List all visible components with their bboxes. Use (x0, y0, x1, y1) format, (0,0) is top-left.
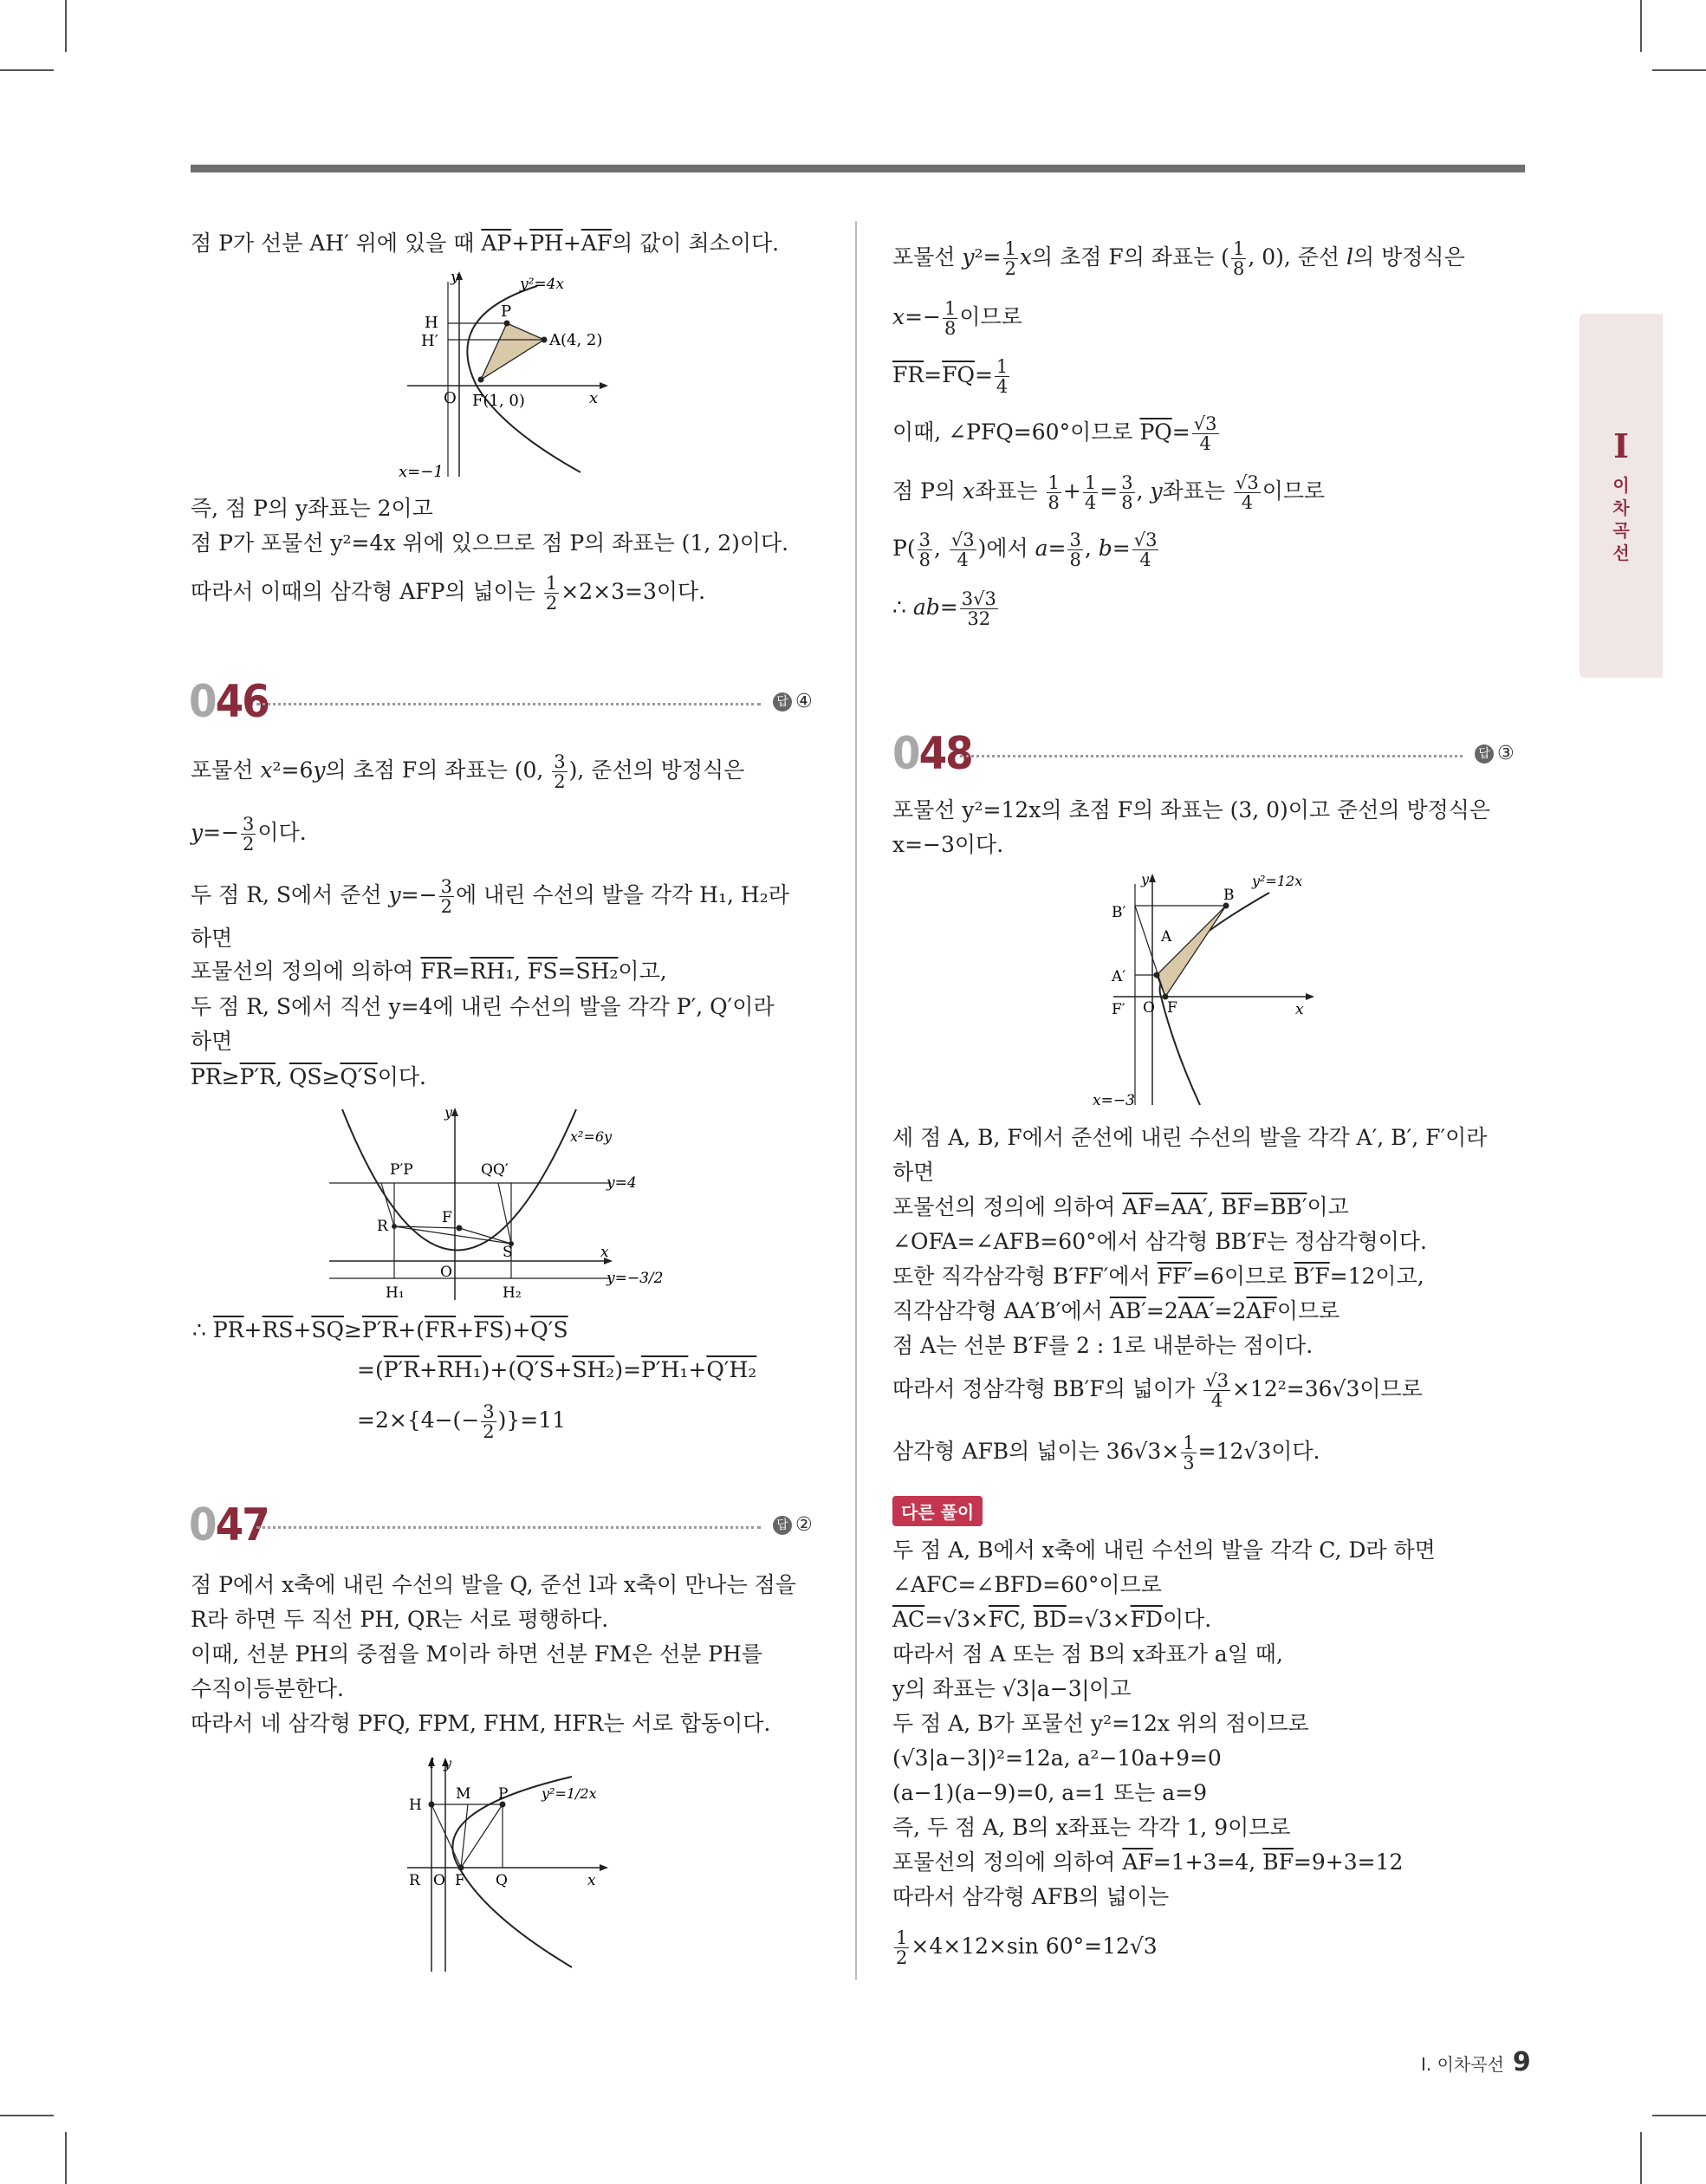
chapter-side-tab[interactable] (1580, 314, 1663, 678)
leader-dots (960, 755, 1463, 757)
svg-text:H: H (425, 314, 438, 332)
text-line: ∴ $\overline{PR}+\overline{RS}+\overline{SQ}\ge P'R+(\overline{FR}+\overline{FS})+Q'S$ (192, 1317, 568, 1342)
text-line: y의 좌표는 √3|a−3|이고 (892, 1676, 1132, 1701)
svg-text:y=4: y=4 (607, 1174, 637, 1192)
svg-text:x=−3: x=−3 (1093, 1092, 1135, 1109)
text-line: 이때, 선분 PH의 중점을 M이라 하면 선분 FM은 선분 PH를 (191, 1641, 762, 1667)
svg-text:x: x (1295, 1001, 1304, 1018)
chapter-roman-numeral: I (1613, 426, 1629, 465)
svg-text:F: F (442, 1209, 452, 1226)
crop-mark (0, 2115, 54, 2116)
text-line: 또한 직각삼각형 B′FF′에서 FF′=6이므로 B′F=12이고, (892, 1264, 1424, 1289)
text-line: R라 하면 두 직선 PH, QR는 서로 평행하다. (191, 1607, 609, 1632)
svg-text:R: R (377, 1218, 388, 1235)
text-line: 포물선의 정의에 의하여 $\overline{AF}=AA'$, $\overline{BF}=BB'$이고 (892, 1194, 1349, 1219)
crop-mark (65, 0, 67, 52)
svg-text:S: S (503, 1244, 513, 1261)
text-line: $\overline{FR}=\overline{FQ}=$ $\frac{1}{4}$ (892, 356, 1009, 397)
text-line: 두 점 R, S에서 준선 y=− $\frac{3}{2}$ 에 내린 수선의 발을 각각 H₁, H₂라 (191, 876, 789, 917)
text-line: $\overline{AC}=√3\times\overline{FC}$, $\overline{BD}=√3\times\overline{FD}$이다. (892, 1607, 1212, 1632)
svg-text:y=−3/2: y=−3/2 (607, 1270, 664, 1287)
answer-046: 답 ④ (773, 691, 813, 712)
svg-text:F′: F′ (1112, 1001, 1125, 1018)
text-line: (√3|a−3|)²=12a, a²−10a+9=0 (892, 1745, 1222, 1771)
text-line: $\frac{1}{2}$ ×4×12×sin 60°=12√3 (896, 1927, 1158, 1968)
text-line: $\overline{PR}\ge P'R$, $\overline{QS}\ge Q'S$이다. (191, 1064, 426, 1089)
svg-text:F(1, 0): F(1, 0) (472, 392, 525, 410)
text-line: 포물선 y²= $\frac{1}{2}$ x의 초점 F의 좌표는 ( $\frac{1}{8}$ , 0), 준선 l의 방정식은 (892, 238, 1465, 279)
text-line: 하면 (191, 926, 233, 951)
header-rule (191, 165, 1525, 172)
text-line: 따라서 이때의 삼각형 AFP의 넓이는 $\frac{1}{2}$ ×2×3=3이다. (191, 573, 706, 614)
text-line: 따라서 네 삼각형 PFQ, FPM, FHM, HFR는 서로 합동이다. (191, 1711, 771, 1736)
text-line: 따라서 삼각형 AFB의 넓이는 (892, 1884, 1170, 1909)
svg-text:O: O (1143, 999, 1155, 1017)
text-line: x=− $\frac{1}{8}$ 이므로 (892, 298, 1022, 339)
text-line: (a−1)(a−9)=0, a=1 또는 a=9 (892, 1780, 1207, 1805)
figure-047 (399, 1751, 632, 1976)
svg-text:x²=6y: x²=6y (570, 1128, 613, 1145)
svg-text:M: M (456, 1785, 471, 1803)
svg-text:QQ′: QQ′ (481, 1161, 509, 1179)
leader-dots (256, 1526, 761, 1529)
svg-text:A: A (1161, 928, 1172, 946)
crop-mark (1652, 2115, 1706, 2116)
svg-text:O: O (440, 1264, 452, 1281)
problem-number-046: 046 (189, 676, 269, 728)
figure-046 (325, 1105, 689, 1317)
svg-text:O: O (433, 1872, 445, 1889)
svg-text:A′: A′ (1112, 968, 1126, 985)
text-line: x=−3이다. (892, 832, 1004, 857)
text-line: 이때, ∠PFQ=60°이므로 $\overline{PQ}=$ $\frac{√3}{4}$ (892, 413, 1217, 454)
text-line: 포물선 x²=6y의 초점 F의 좌표는 (0, $\frac{3}{2}$ ), 준선의 방정식은 (191, 751, 745, 792)
text-line: 두 점 R, S에서 직선 y=4에 내린 수선의 발을 각각 P′, Q′이라 (191, 994, 775, 1019)
text-line: 두 점 A, B가 포물선 y²=12x 위의 점이므로 (892, 1711, 1309, 1736)
svg-text:x: x (589, 389, 599, 407)
svg-text:A(4, 2): A(4, 2) (549, 331, 603, 349)
text-line: 점 P가 선분 AH′ 위에 있을 때 $\overline{AP}+\overline{PH}+\overline{AF}$의 값이 최소이다. (191, 231, 780, 256)
svg-text:y²=4x: y²=4x (520, 276, 565, 293)
answer-048: 답 ③ (1475, 743, 1515, 764)
text-line: 직각삼각형 AA′B′에서 $AB'=2AA'=2\overline{AF}$이므로 (892, 1298, 1340, 1323)
text-line: 따라서 정삼각형 BB′F의 넓이가 $\frac{√3}{4}$ ×12²=36√3이므로 (892, 1370, 1423, 1411)
text-line: =(P′R+RH₁)+(Q′S+SH₂)=P′H₁+Q′H₂ (357, 1357, 757, 1382)
text-line: 두 점 A, B에서 x축에 내린 수선의 발을 각각 C, D라 하면 (892, 1537, 1436, 1563)
svg-text:B′: B′ (1112, 904, 1126, 921)
svg-text:F: F (455, 1872, 465, 1889)
svg-text:P′P: P′P (390, 1161, 413, 1179)
text-line: 포물선 y²=12x의 초점 F의 좌표는 (3, 0)이고 준선의 방정식은 (892, 797, 1491, 822)
text-line: 포물선의 정의에 의하여 $\overline{AF}=1+3=4$, $\overline{BF}=9+3=12$ (892, 1849, 1404, 1875)
text-line: 점 P에서 x축에 내린 수선의 발을 Q, 준선 l과 x축이 만나는 점을 (191, 1572, 796, 1597)
text-line: ∠AFC=∠BFD=60°이므로 (892, 1572, 1162, 1597)
text-line: ∠OFA=∠AFB=60°에서 삼각형 BB′F는 정삼각형이다. (892, 1229, 1427, 1254)
svg-text:F: F (1167, 999, 1177, 1017)
svg-text:y²=12x: y²=12x (1252, 873, 1303, 889)
svg-text:y²=1/2x: y²=1/2x (542, 1785, 597, 1802)
text-line: =2×{4−(− $\frac{3}{2}$ )}=11 (357, 1401, 567, 1442)
text-line: P( $\frac{3}{8}$ , $\frac{√3}{4}$ )에서 a= $\frac{3}{8}$ , b= $\frac{√3}{4}$ (892, 530, 1158, 570)
svg-text:x=−1: x=−1 (399, 463, 444, 481)
text-line: 즉, 점 P의 y좌표는 2이고 (191, 496, 433, 521)
text-line: 점 P의 x좌표는 $\frac{1}{8}$ + $\frac{1}{4}$ = $\frac{3}{8}$ , y좌표는 $\frac{√3}{4}$ 이므로 (892, 472, 1326, 513)
svg-text:l: l (430, 1755, 435, 1771)
text-line: 수직이등분한다. (191, 1676, 344, 1701)
figure-048 (1087, 867, 1347, 1118)
svg-text:H₂: H₂ (503, 1284, 522, 1302)
svg-text:R: R (409, 1872, 420, 1889)
text-line: 포물선의 정의에 의하여 $\overline{FR}=RH_1$, $\overline{FS}=SH_2$이고, (191, 959, 667, 984)
text-line: ∴ ab= $\frac{3√3}{32}$ (892, 588, 996, 629)
text-line: 하면 (892, 1160, 935, 1185)
svg-text:H′: H′ (421, 332, 438, 350)
svg-text:H: H (409, 1797, 422, 1814)
text-line: 따라서 점 A 또는 점 B의 x좌표가 a일 때, (892, 1641, 1283, 1667)
svg-text:y: y (444, 1105, 453, 1121)
crop-mark (1640, 0, 1642, 52)
crop-mark (65, 2132, 67, 2184)
text-line: 점 A는 선분 B′F를 2 : 1로 내분하는 점이다. (892, 1333, 1314, 1358)
text-line: 세 점 A, B, F에서 준선에 내린 수선의 발을 각각 A′, B′, F′이라 (892, 1125, 1488, 1150)
svg-text:P: P (498, 1785, 509, 1803)
svg-text:B: B (1223, 887, 1235, 904)
text-line: 삼각형 AFB의 넓이는 36√3× $\frac{1}{3}$ =12√3이다. (892, 1433, 1320, 1473)
svg-text:x: x (587, 1872, 596, 1889)
svg-text:y: y (444, 1755, 452, 1771)
crop-mark (1640, 2132, 1642, 2184)
chapter-label: 이 차 곡 선 (1612, 475, 1630, 563)
svg-text:O: O (444, 389, 457, 407)
answer-047: 답 ② (773, 1514, 813, 1536)
text-line: 점 P가 포물선 y²=4x 위에 있으므로 점 P의 좌표는 (1, 2)이다. (191, 530, 789, 556)
crop-mark (1652, 69, 1706, 71)
leader-dots (256, 703, 761, 705)
svg-text:x: x (600, 1244, 609, 1261)
svg-text:Q: Q (496, 1872, 508, 1889)
page-footer: Ⅰ. 이차곡선 9 (1421, 2047, 1531, 2077)
figure-046-prev (390, 264, 641, 485)
text-line: y=− $\frac{3}{2}$ 이다. (191, 814, 307, 855)
svg-text:y: y (451, 269, 459, 286)
svg-text:H₁: H₁ (386, 1284, 405, 1302)
svg-text:P: P (501, 302, 512, 321)
text-line: 하면 (191, 1029, 233, 1054)
text-line: 즉, 두 점 A, B의 x좌표는 각각 1, 9이므로 (892, 1815, 1291, 1840)
column-divider (855, 221, 857, 1980)
problem-number-047: 047 (189, 1499, 269, 1551)
alt-solution-tag: 다른 풀이 (892, 1496, 983, 1526)
crop-mark (0, 69, 54, 71)
svg-text:y: y (1141, 871, 1150, 887)
problem-number-048: 048 (892, 728, 972, 780)
